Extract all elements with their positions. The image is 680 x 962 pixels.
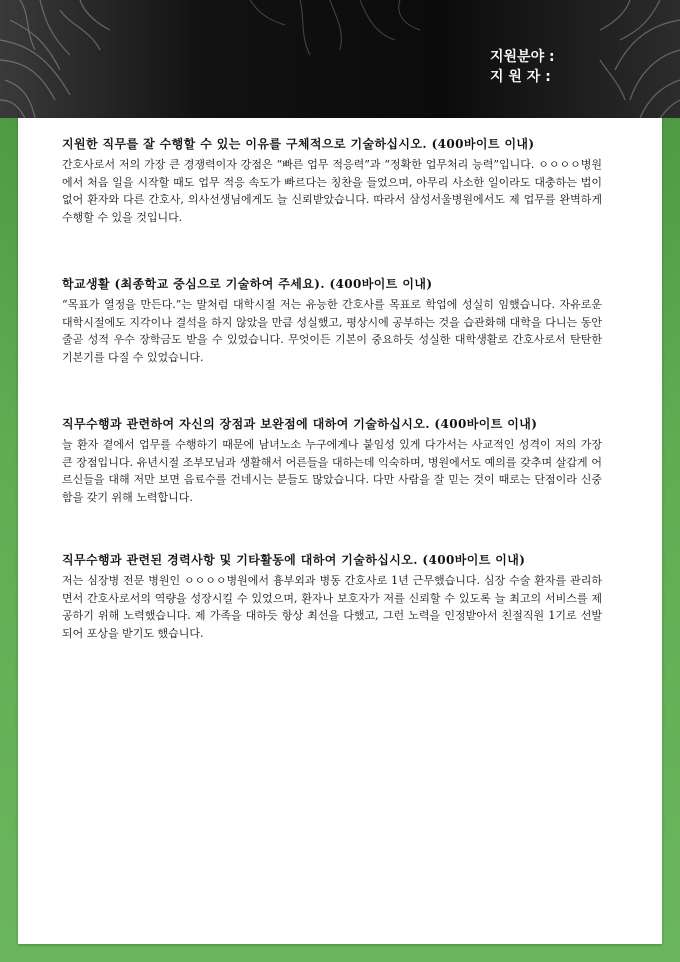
question-heading: 직무수행과 관련된 경력사항 및 기타활동에 대하여 기술하십시오. (400바이트 이내) bbox=[62, 553, 526, 567]
answer-text: 간호사로서 저의 가장 큰 경쟁력이자 강점은 “빠른 업무 적응력”과 “정확한 업무처리 능력”입니다. ㅇㅇㅇㅇ병원에서 처음 일을 시작할 때도 업무 적응 속도가 빠르다는 칭찬을 들었으며, 아무리 사소한 일이라도 대충하는 법이 없어 환자와 다른 간호사, 의사선생님에게도 늘 신뢰받았습니다. 따라서 삼성서울병원에서도 제 업무를 완벽하게 수행할 수 있을 것입니다. bbox=[62, 158, 602, 224]
applicant-name-label: 지 원 자 : bbox=[490, 69, 551, 85]
essay-section bbox=[62, 134, 602, 226]
answer-text: 늘 환자 곁에서 업무를 수행하기 때문에 남녀노소 누구에게나 붙임성 있게 다가서는 사교적인 성격이 저의 가장 큰 장점입니다. 유년시절 조부모님과 생활해서 어른들을 대하는데 익숙하며, 병원에서도 예의를 갖추며 살갑게 어르신들을 대해 저만 보면 음료수를 건네시는 분들도 많았습니다. 다만 사람을 잘 믿는 것이 때로는 단점이라 신중함을 갖기 위해 노력합니다. bbox=[62, 438, 602, 504]
question-heading: 학교생활 (최종학교 중심으로 기술하여 주세요). (400바이트 이내) bbox=[62, 277, 433, 291]
essay-section bbox=[62, 414, 602, 506]
answer-text: “목표가 열정을 만든다.”는 말처럼 대학시절 저는 유능한 간호사를 목표로 학업에 성실히 임했습니다. 자유로운 대학시절에도 지각이나 결석을 하지 않았을 만큼 성실했고, 평상시에 공부하는 것을 습관화해 대학을 다니는 동안 줄곧 성적 우수 장학금도 받을 수 있었습니다. 무엇이든 기본이 중요하듯 성실한 대학생활로 간호사로서 탄탄한 기본기를 다질 수 있었습니다. bbox=[62, 298, 602, 364]
header-banner bbox=[0, 0, 680, 118]
essay-section bbox=[62, 550, 602, 642]
essay-content bbox=[62, 134, 602, 642]
essay-section bbox=[62, 274, 602, 366]
tree-root-decoration bbox=[0, 0, 680, 118]
question-heading: 직무수행과 관련하여 자신의 장점과 보완점에 대하여 기술하십시오. (400바이트 이내) bbox=[62, 417, 538, 431]
answer-text: 저는 심장병 전문 병원인 ㅇㅇㅇㅇ병원에서 흉부외과 병동 간호사로 1년 근무했습니다. 심장 수술 환자를 관리하면서 간호사로서의 역량을 성장시킬 수 있었으며, 환자나 보호자가 저를 신뢰할 수 있도록 늘 최고의 서비스를 제공하기 위해 노력했습니다. 제 가족을 대하듯 항상 최선을 다했고, 그런 노력을 인정받아서 친절직원 1기로 선발되어 포상을 받기도 했습니다. bbox=[62, 574, 602, 640]
field-area-label: 지원분야 : bbox=[490, 49, 555, 65]
applicant-info bbox=[490, 47, 555, 87]
question-heading: 지원한 직무를 잘 수행할 수 있는 이유를 구체적으로 기술하십시오. (400바이트 이내) bbox=[62, 137, 535, 151]
